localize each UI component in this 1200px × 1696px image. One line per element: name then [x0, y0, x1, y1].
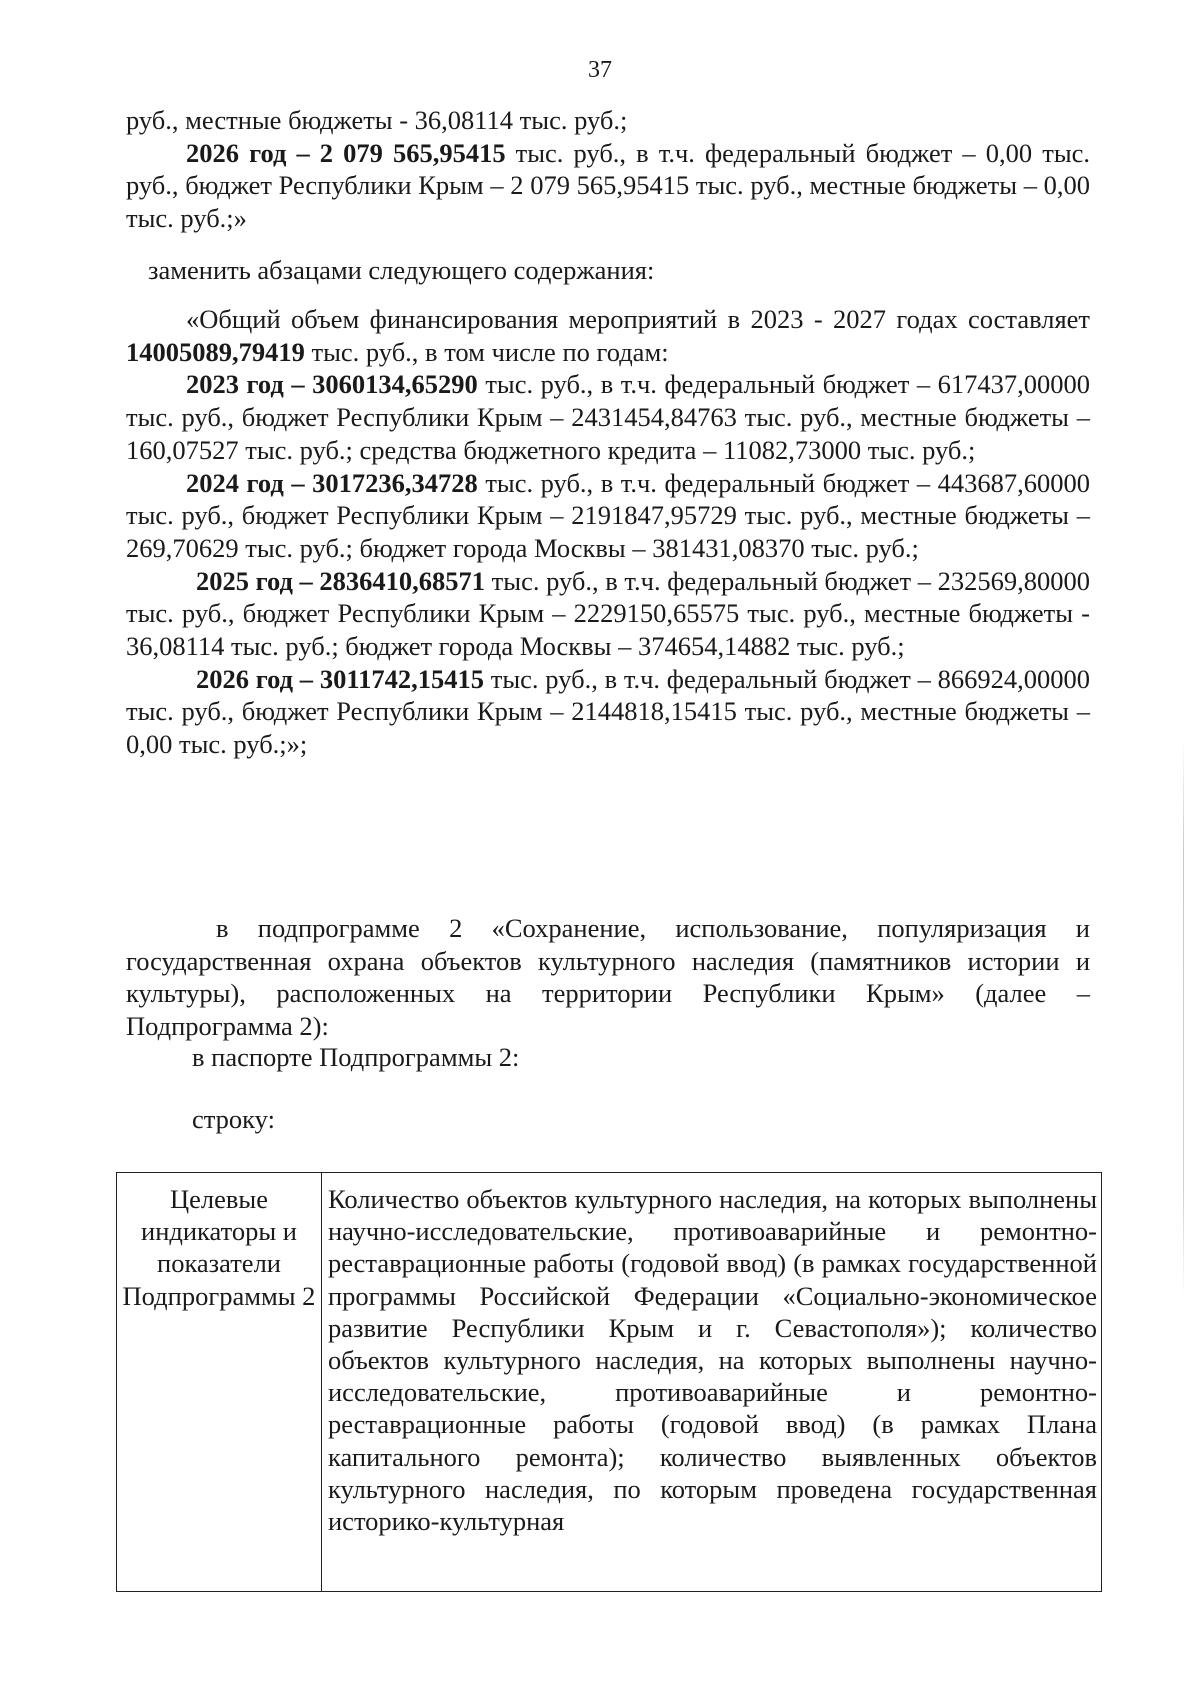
year-2025-text: тыс. руб., в т.ч. федеральный бюджет – 232569,80000 тыс. руб., бюджет Республики Крым – 2229150,65575 тыс. руб., местные бюджеты - 36,08114 тыс. руб.; бюджет города Москвы – 374654,14882 тыс. руб.; — [126, 565, 1090, 662]
table-row — [117, 1173, 1102, 1592]
year-2023-paragraph — [126, 368, 1090, 466]
funding-intro — [126, 303, 1090, 368]
row-line: строку: — [192, 1104, 275, 1134]
year-2023-label: 2023 год – 3060134,65290 — [186, 369, 478, 400]
indicator-label: Целевые индикаторы и показатели Подпрограммы 2 — [122, 1184, 316, 1311]
indicator-label-cell — [117, 1173, 322, 1592]
year-2026-old-text: тыс. руб., в т.ч. федеральный бюджет – 0,00 тыс. руб., бюджет Республики Крым – 2 079 565,95415 тыс. руб., местные бюджеты – 0,00 тыс. руб.;» — [126, 137, 1091, 234]
year-2025-paragraph — [126, 565, 1090, 663]
year-2024-label: 2024 год – 3017236,34728 — [186, 467, 478, 498]
year-2026-old-paragraph — [126, 137, 1090, 235]
indicator-value: Количество объектов культурного наследия, на которых выполнены научно-исследовательские, противоаварийные и ремонтно-реставрационные работы (годовой ввод) (в рамках государственной программы Российской Федерации «Социально-экономическое развитие Республики Крым и г. Севастополя»); количество объектов культурного наследия, на которых выполнены научно-исследовательские, противоаварийные и ремонтно-реставрационные работы (годовой ввод) (в рамках Плана капитального ремонта); количество выявленных объектов культурного наследия, по которым проведена государственная историко-культурная — [328, 1184, 1097, 1537]
subprogram-block — [126, 912, 1090, 1043]
continuation-line: руб., местные бюджеты - 36,08114 тыс. руб.; — [126, 105, 628, 135]
year-2026-paragraph — [126, 663, 1090, 761]
continuation-block — [126, 104, 1090, 235]
subprogram-paragraph: в подпрограмме 2 «Сохранение, использование, популяризация и государственная охрана объектов культурного наследия (памятников истории и культуры), расположенных на территории Республики Крым» (далее – Подпрограмма 2): — [126, 913, 1090, 1042]
year-2026-old-label: 2026 год – 2 079 565,95415 — [186, 137, 506, 168]
indicator-value-cell — [322, 1173, 1102, 1592]
year-2025-label: 2025 год – 2836410,68571 — [196, 565, 486, 596]
year-2026-text: тыс. руб., в т.ч. федеральный бюджет – 866924,00000 тыс. руб., бюджет Республики Крым – 2144818,15415 тыс. руб., местные бюджеты – 0,00 тыс. руб.;»; — [126, 663, 1090, 760]
scan-edge-line — [1183, 740, 1184, 1300]
replace-instruction: заменить абзацами следующего содержания: — [148, 255, 655, 285]
passport-line: в паспорте Подпрограммы 2: — [192, 1042, 520, 1072]
page-number: 37 — [588, 57, 612, 83]
funding-intro-tail: тыс. руб., в том числе по годам: — [304, 336, 669, 367]
funding-intro-text: «Общий объем финансирования мероприятий в 2023 - 2027 годах составляет — [186, 304, 1090, 334]
funding-total: 14005089,79419 — [126, 336, 305, 367]
year-2024-paragraph — [126, 467, 1090, 565]
year-2026-label: 2026 год – 3011742,15415 — [196, 663, 484, 694]
funding-block — [126, 303, 1090, 761]
passport-table — [116, 1172, 1102, 1592]
year-2023-text: тыс. руб., в т.ч. федеральный бюджет – 617437,00000 тыс. руб., бюджет Республики Крым – 2431454,84763 тыс. руб., местные бюджеты – 160,07527 тыс. руб.; средства бюджетного кредита – 11082,73000 тыс. руб.; — [126, 369, 1091, 465]
year-2024-text: тыс. руб., в т.ч. федеральный бюджет – 443687,60000 тыс. руб., бюджет Республики Крым – 2191847,95729 тыс. руб., местные бюджеты – 269,70629 тыс. руб.; бюджет города Москвы – 381431,08370 тыс. руб.; — [126, 467, 1091, 563]
